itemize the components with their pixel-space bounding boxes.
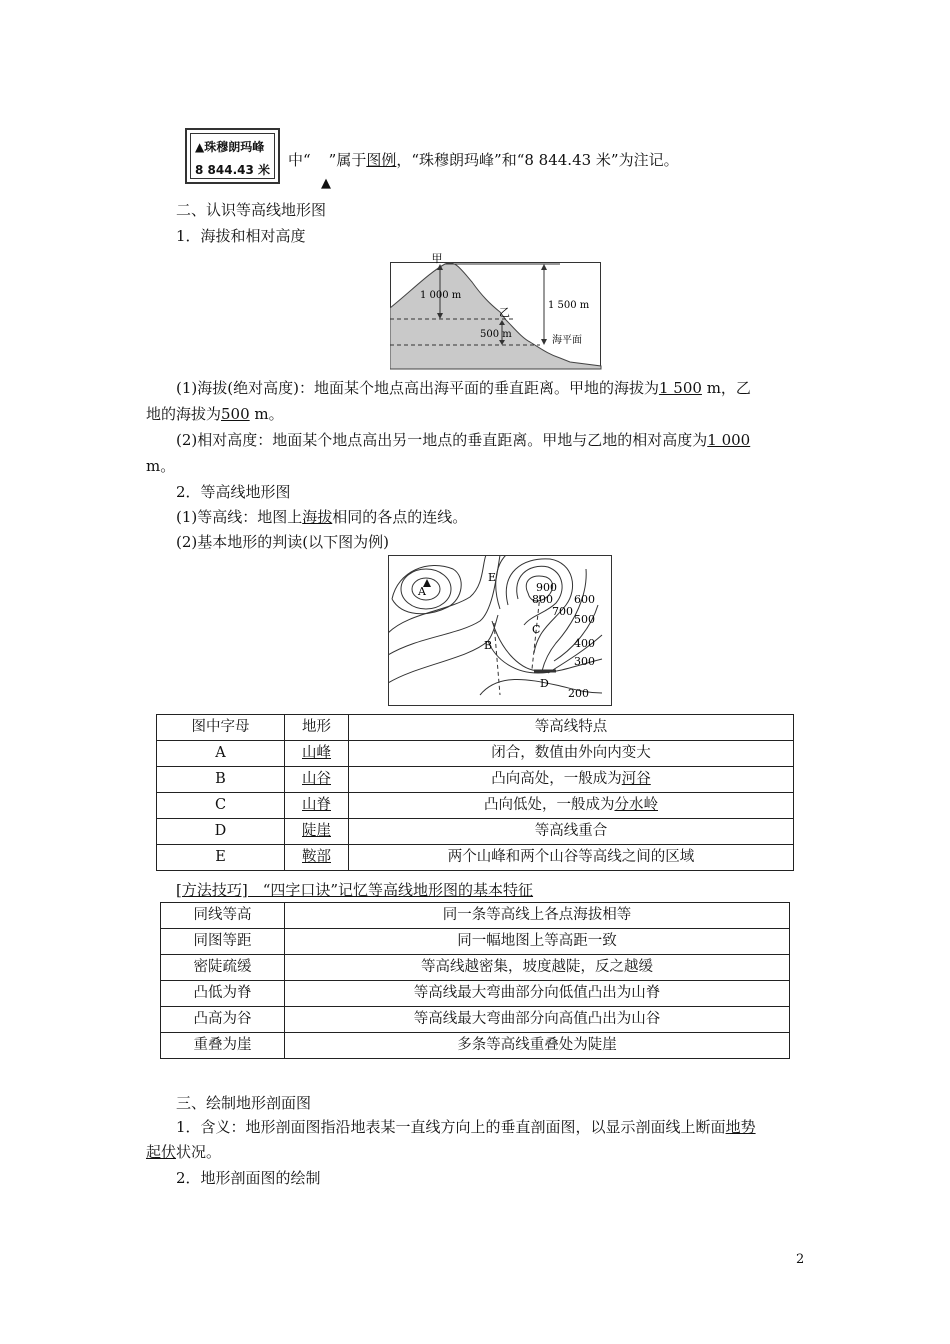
- diagram-sea-level: 海平面: [552, 335, 582, 346]
- table-row: 密陡疏缓 等高线越密集，坡度越陡，反之越缓: [161, 955, 790, 981]
- legend-peak-height: 8 844.43 米: [195, 163, 271, 177]
- table-row: 同线等高 同一条等高线上各点海拔相等: [161, 903, 790, 929]
- contour-value-700: 700: [552, 605, 573, 618]
- diagram-relative-height: 1 000 m: [420, 290, 462, 301]
- legend-term: 图例: [366, 151, 397, 169]
- method-tips-title: [方法技巧] “四字口诀”记忆等高线地形图的基本特征: [176, 881, 534, 899]
- contour-value-300: 300: [574, 655, 595, 668]
- section2-heading: 二、认识等高线地形图: [176, 201, 327, 219]
- contour-value-900: 900: [536, 581, 557, 594]
- altitude-definition: (1)海拔(绝对高度)：地面某个地点高出海平面的垂直距离。甲地的海拔为1 500 m，乙: [176, 379, 751, 397]
- contour-definition: (1)等高线：地图上海拔相同的各点的连线。: [176, 508, 468, 526]
- contour-value-600: 600: [574, 593, 595, 606]
- header-feature: 等高线特点: [349, 715, 794, 741]
- page-number: 2: [796, 1252, 805, 1267]
- s2-title: 2．等高线地形图: [176, 483, 291, 501]
- table-row: D 陡崖 等高线重合: [157, 819, 794, 845]
- map-label-a: A: [418, 585, 426, 598]
- table-row: 重叠为崖 多条等高线重叠处为陡崖: [161, 1033, 790, 1059]
- legend-peak-line: [195, 138, 264, 155]
- table-row: E 鞍部 两个山峰和两个山谷等高线之间的区域: [157, 845, 794, 871]
- contour-value-200: 200: [568, 687, 589, 700]
- diagram-altitude-jia: 1 500 m: [548, 300, 590, 311]
- map-label-b: B: [484, 639, 493, 652]
- header-type: 地形: [285, 715, 349, 741]
- contour-map: [388, 555, 614, 707]
- relative-height-definition: (2)相对高度：地面某个地点高出另一地点的垂直距离。甲地与乙地的相对高度为1 000: [176, 431, 751, 449]
- contour-value-800: 800: [532, 593, 553, 606]
- table-row: C 山脊 凸向低处，一般成为分水岭: [157, 793, 794, 819]
- altitude-definition-cont: 地的海拔为500 m。: [146, 405, 284, 423]
- profile-drawing-title: 2．地形剖面图的绘制: [176, 1169, 321, 1187]
- map-label-d: D: [540, 677, 549, 690]
- legend-peak-name: 珠穆朗玛峰: [204, 140, 265, 154]
- mnemonic-table: [160, 902, 790, 1059]
- altitude-diagram: [390, 252, 602, 370]
- table-row: 凸低为脊 等高线最大弯曲部分向低值凸出为山脊: [161, 981, 790, 1007]
- map-label-e: E: [488, 571, 497, 584]
- diagram-label-yi: 乙: [499, 306, 510, 319]
- s1-title: 1．海拔和相对高度: [176, 227, 306, 245]
- map-legend-box: [185, 128, 280, 184]
- diagram-label-jia: 甲: [431, 252, 443, 265]
- map-label-c: C: [532, 623, 541, 636]
- profile-definition: 1．含义：地形剖面图指沿地表某一直线方向上的垂直剖面图，以显示剖面线上断面地势: [176, 1118, 756, 1136]
- table-row: 同图等距 同一幅地图上等高距一致: [161, 929, 790, 955]
- triangle-icon: ▲: [321, 176, 331, 191]
- table-row: A 山峰 闭合，数值由外向内变大: [157, 741, 794, 767]
- contour-value-500: 500: [574, 613, 595, 626]
- terrain-table: [156, 714, 794, 871]
- header-letter: 图中字母: [157, 715, 285, 741]
- diagram-altitude-yi: 500 m: [480, 329, 512, 340]
- section3-heading: 三、绘制地形剖面图: [176, 1094, 312, 1112]
- relative-height-unit: m。: [146, 457, 176, 475]
- legend-explanation: 中“ ”属于图例，“珠穆朗玛峰”和“8 844.43 米”为注记。: [288, 151, 679, 169]
- table-row: 凸高为谷 等高线最大弯曲部分向高值凸出为山谷: [161, 1007, 790, 1033]
- table-row: B 山谷 凸向高处，一般成为河谷: [157, 767, 794, 793]
- table-header-row: [157, 715, 794, 741]
- peak-triangle-icon: ▲: [195, 140, 205, 154]
- profile-definition-cont: 起伏状况。: [146, 1143, 222, 1161]
- basic-terrain-intro: (2)基本地形的判读(以下图为例): [176, 533, 389, 551]
- contour-value-400: 400: [574, 637, 595, 650]
